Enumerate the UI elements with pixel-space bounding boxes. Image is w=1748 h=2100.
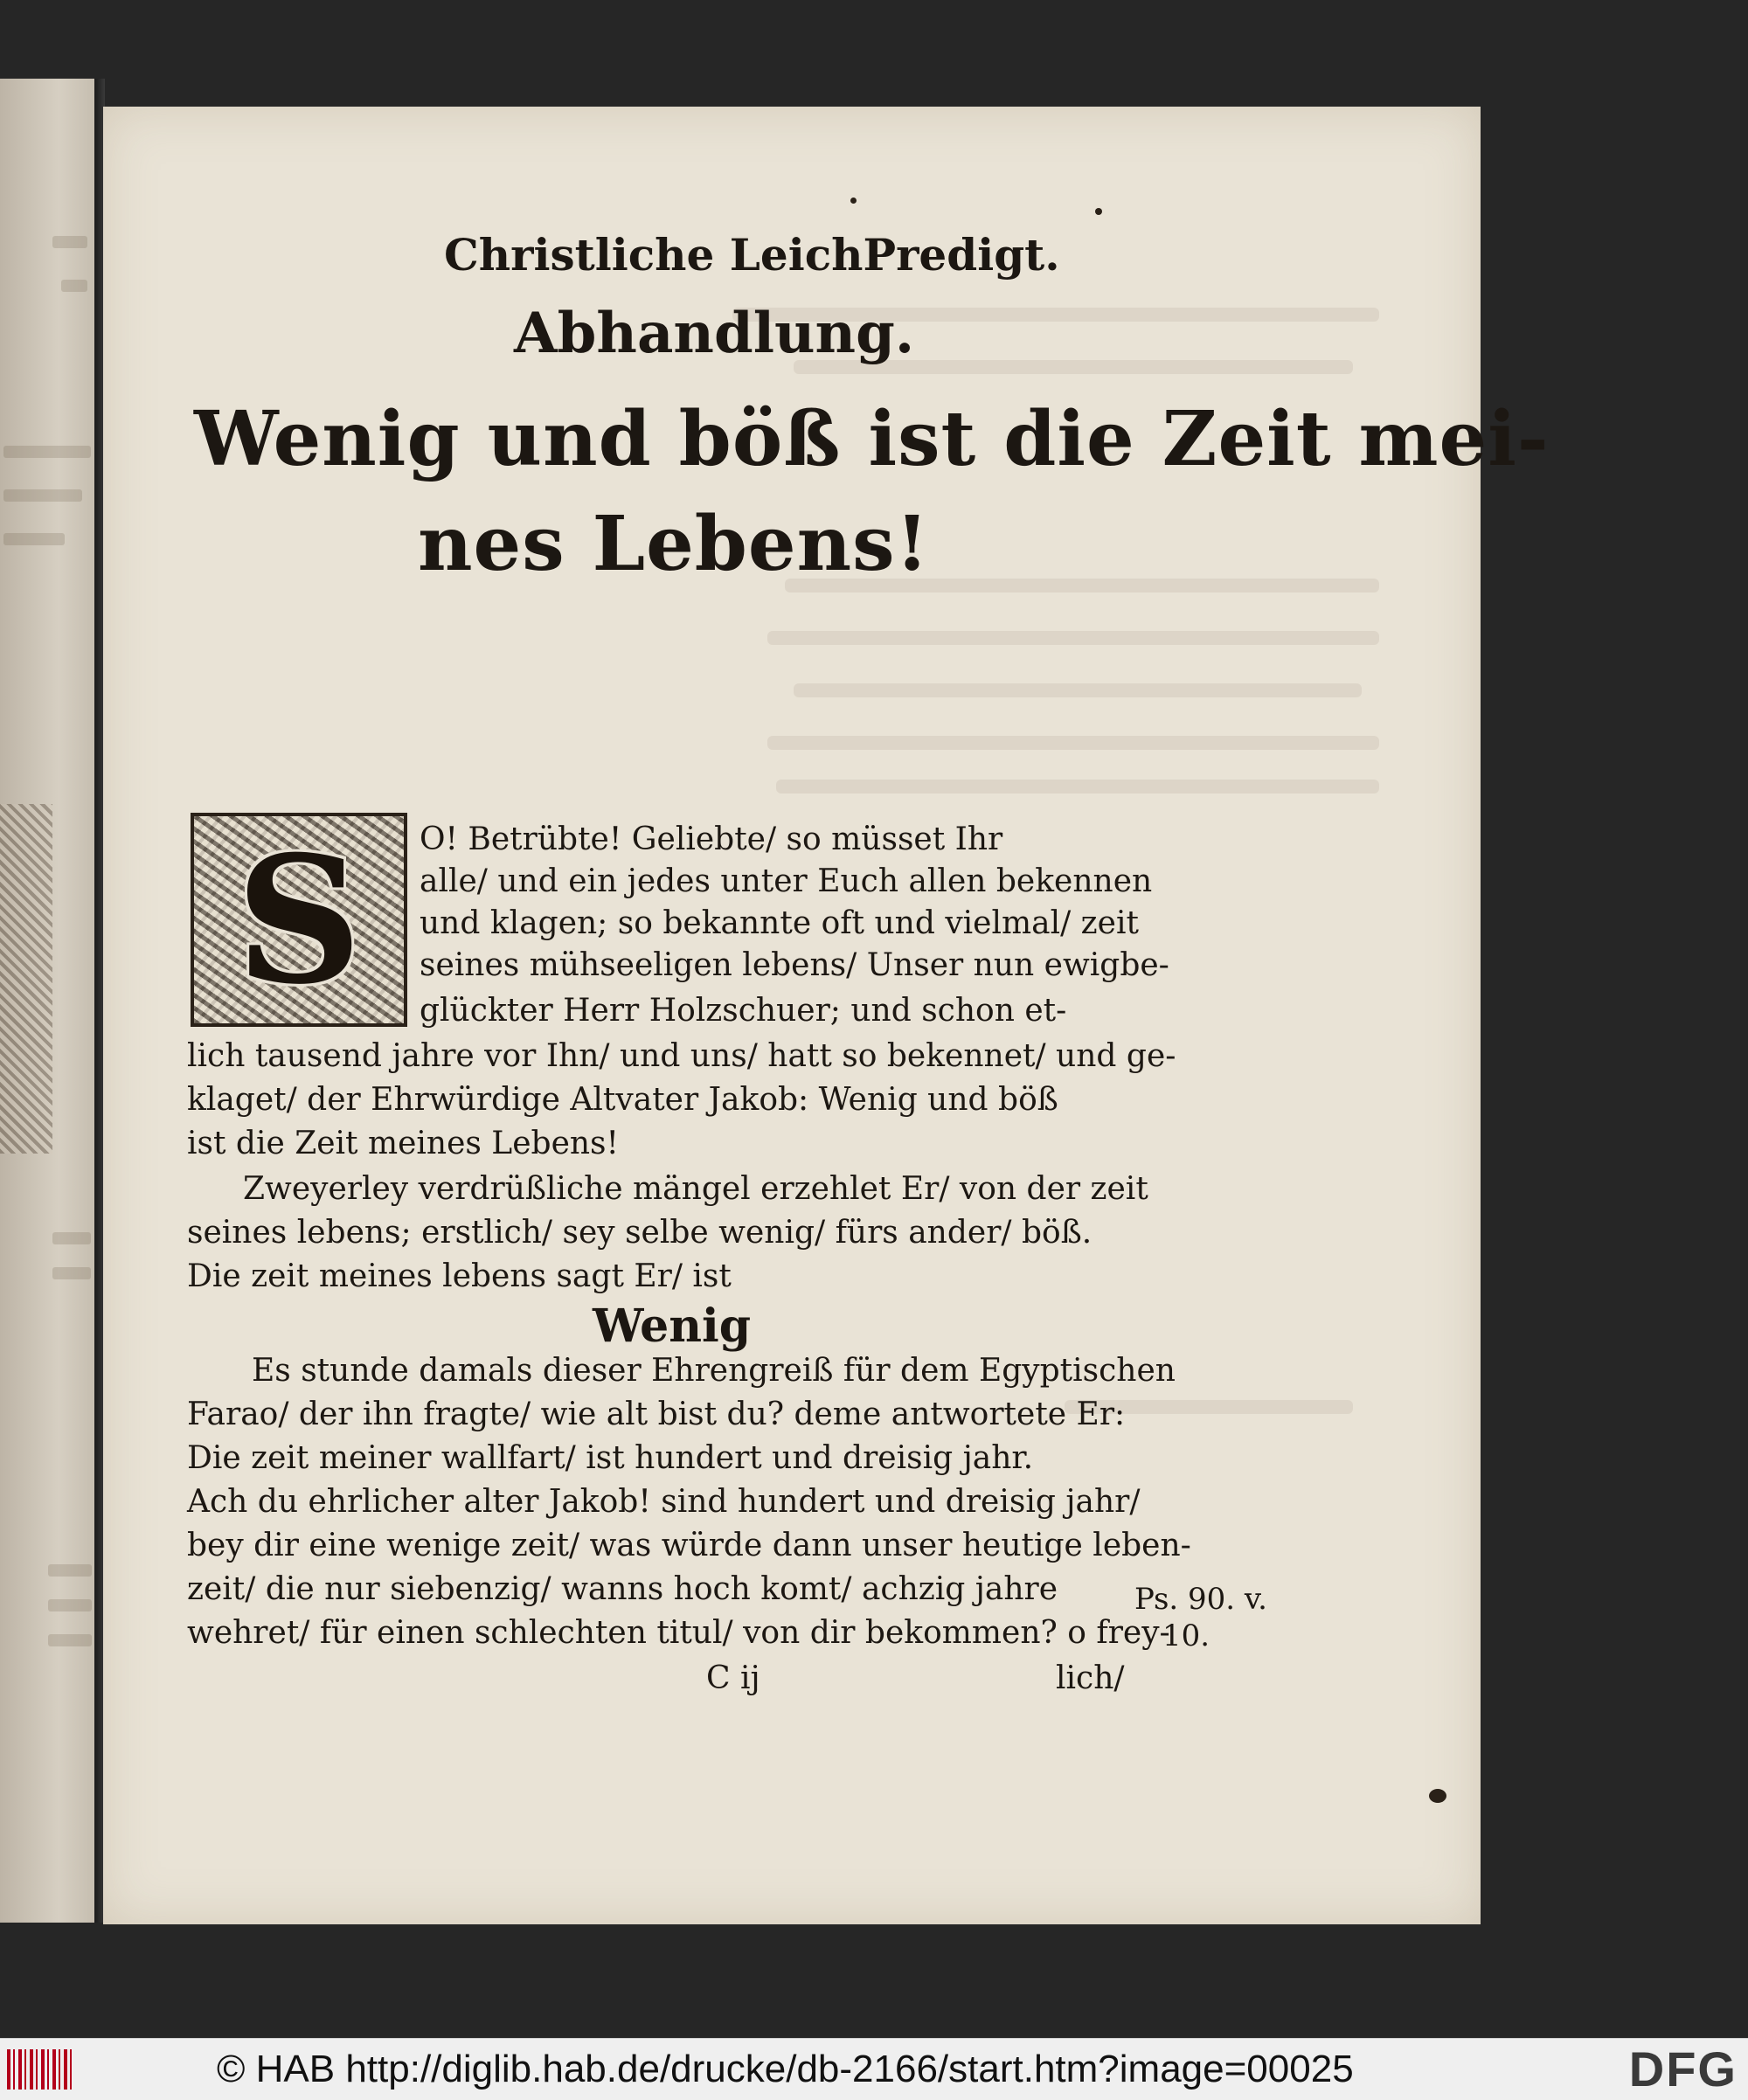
text-line: glückter Herr Holzschuer; und schon et- <box>420 993 1067 1029</box>
catchword: lich/ <box>1056 1660 1125 1696</box>
margin-note: 10. <box>1162 1618 1210 1653</box>
text-line: lich tausend jahre vor Ihn/ und uns/ hatt so bekennet/ und ge- <box>187 1038 1176 1074</box>
text-line: Ach du ehrlicher alter Jakob! sind hundert und dreisig jahr/ <box>187 1484 1141 1520</box>
text-line: und klagen; so bekannte oft und vielmal/ zeit <box>420 905 1139 941</box>
text-line: ist die Zeit meines Lebens! <box>187 1126 619 1161</box>
text-line: Die zeit meines lebens sagt Er/ ist <box>187 1258 732 1294</box>
facing-page-edge <box>0 79 98 1923</box>
text-line: wehret/ für einen schlechten titul/ von dir bekommen? o frey- <box>187 1615 1170 1651</box>
document-page <box>103 107 1550 1924</box>
text-line: Zweyerley verdrüßliche mängel erzehlet Er/ von der zeit <box>243 1171 1148 1207</box>
text-line: zeit/ die nur siebenzig/ wanns hoch komt/ achzig jahre <box>187 1571 1058 1607</box>
text-line: O! Betrübte! Geliebte/ so müsset Ihr <box>420 821 1003 857</box>
section-title: Abhandlung. <box>514 301 915 366</box>
main-heading-line-1: Wenig und böß ist die Zeit mei- <box>194 395 1550 483</box>
subheading: Wenig <box>593 1300 752 1353</box>
footer-bar <box>0 2038 1748 2100</box>
initial-letter: S <box>235 818 363 1023</box>
text-line: Es stunde damals dieser Ehrengreiß für dem Egyptischen <box>252 1353 1176 1389</box>
running-title: Christliche LeichPredigt. <box>444 229 1060 281</box>
text-line: seines mühseeligen lebens/ Unser nun ewigbe- <box>420 947 1169 983</box>
text-line: seines lebens; erstlich/ sey selbe wenig/ fürs ander/ böß. <box>187 1215 1092 1251</box>
barcode-icon <box>7 2049 73 2090</box>
dfg-logo: DFG <box>1628 2041 1738 2097</box>
text-line: klaget/ der Ehrwürdige Altvater Jakob: Wenig und böß <box>187 1082 1058 1118</box>
signature-mark: C ij <box>706 1660 760 1696</box>
text-line: Die zeit meiner wallfart/ ist hundert und dreisig jahr. <box>187 1440 1034 1476</box>
decorated-initial <box>191 813 407 1027</box>
text-line: Farao/ der ihn fragte/ wie alt bist du? deme antwortete Er: <box>187 1397 1126 1432</box>
main-heading-line-2: nes Lebens! <box>418 500 930 588</box>
margin-note: Ps. 90. v. <box>1134 1582 1267 1617</box>
copyright-link[interactable]: © HAB http://diglib.hab.de/drucke/db-2166/start.htm?image=00025 <box>217 2048 1354 2090</box>
text-line: alle/ und ein jedes unter Euch allen bekennen <box>420 863 1153 899</box>
text-line: bey dir eine wenige zeit/ was würde dann unser heutige leben- <box>187 1528 1191 1563</box>
